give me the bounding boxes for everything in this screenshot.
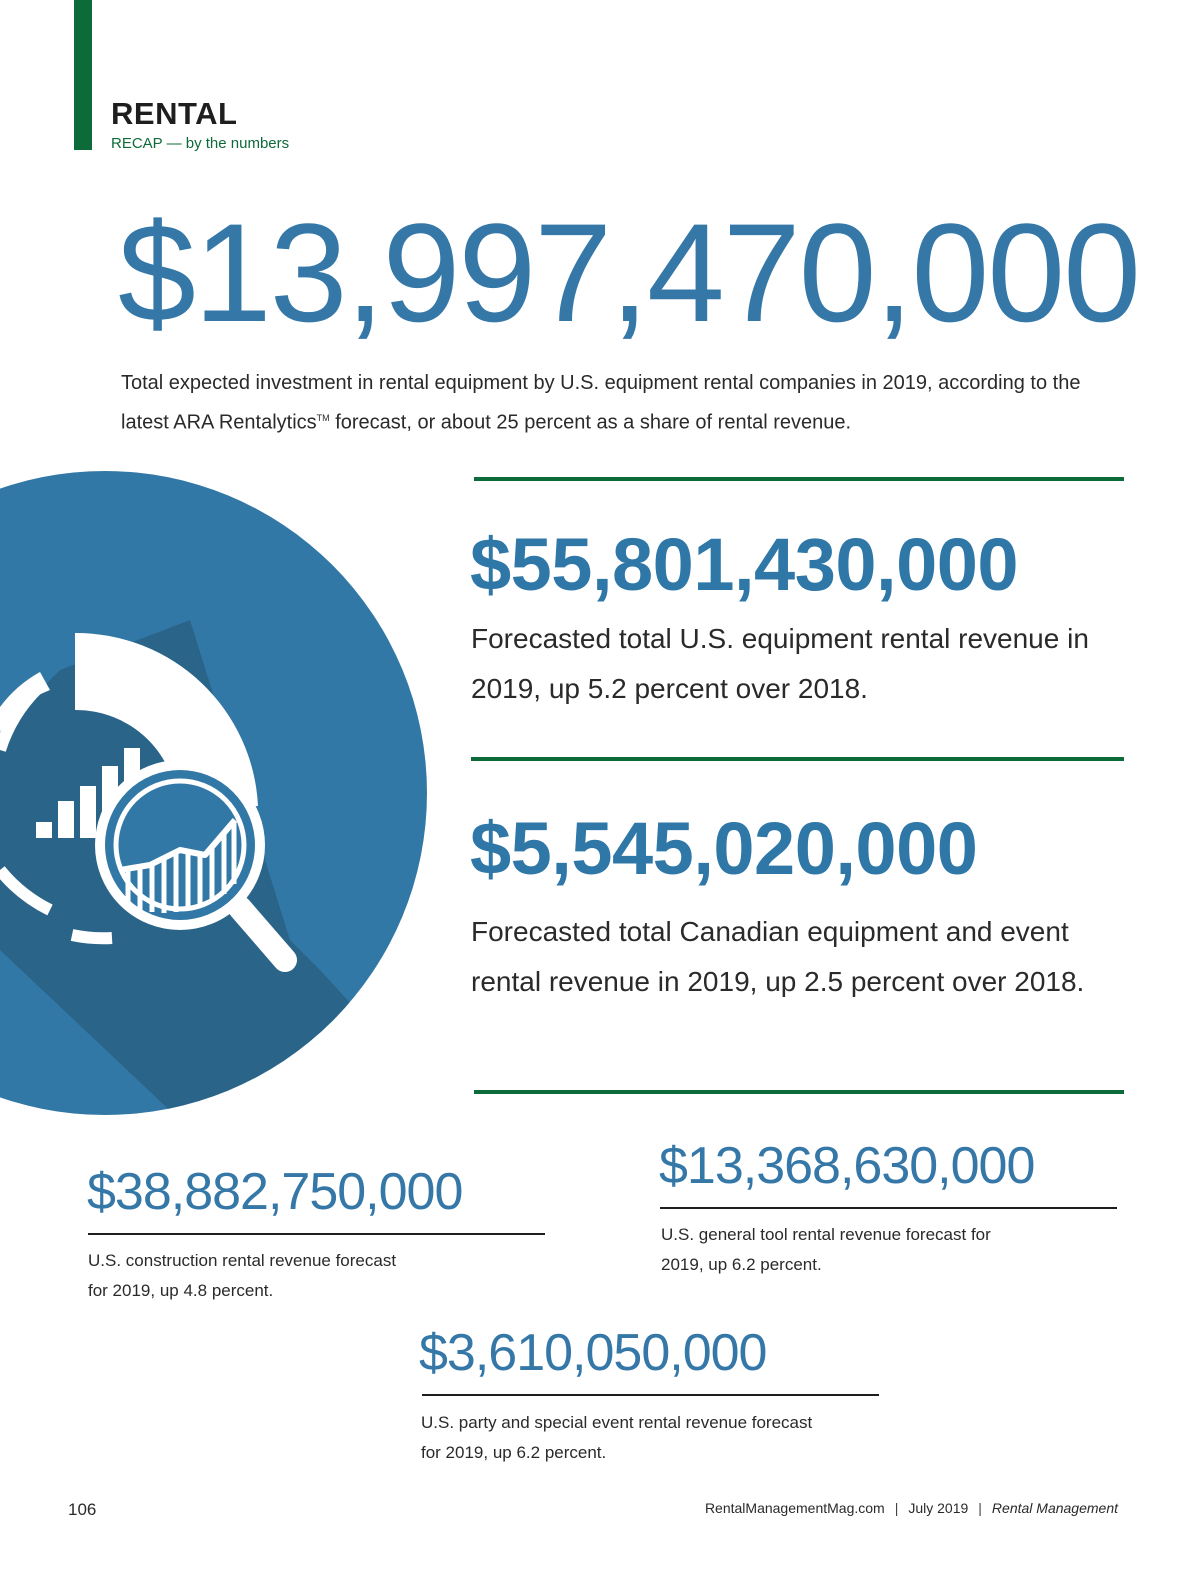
canada-total-revenue-caption: Forecasted total Canadian equipment and event rental revenue in 2019, up 2.5 percent over 2018. bbox=[471, 916, 1085, 997]
footer-separator: | bbox=[978, 1500, 982, 1516]
hero-caption-text-end: forecast, or about 25 percent as a share of rental revenue. bbox=[329, 411, 852, 434]
caption-line: 2019, up 6.2 percent. bbox=[661, 1255, 822, 1274]
construction-revenue-value: $38,882,750,000 bbox=[87, 1163, 463, 1221]
construction-revenue-caption bbox=[88, 1246, 396, 1306]
general-tool-revenue-caption bbox=[661, 1220, 991, 1280]
analytics-magnifier-icon bbox=[0, 470, 430, 1120]
section-title: RENTAL bbox=[111, 96, 238, 131]
divider-rule bbox=[474, 477, 1124, 481]
caption-line: for 2019, up 6.2 percent. bbox=[421, 1443, 607, 1462]
page-footer bbox=[705, 1500, 1118, 1516]
accent-bar bbox=[74, 0, 92, 150]
page-number: 106 bbox=[68, 1500, 97, 1519]
caption-line: for 2019, up 4.8 percent. bbox=[88, 1281, 274, 1300]
hero-caption bbox=[121, 366, 1121, 441]
us-total-revenue-caption: Forecasted total U.S. equipment rental revenue in 2019, up 5.2 percent over 2018. bbox=[471, 623, 1089, 704]
footer-website: RentalManagementMag.com bbox=[704, 1500, 885, 1516]
us-total-revenue-value: $55,801,430,000 bbox=[470, 523, 1019, 606]
party-event-revenue-caption bbox=[421, 1408, 812, 1468]
general-tool-revenue-value: $13,368,630,000 bbox=[659, 1137, 1035, 1195]
footer-separator: | bbox=[894, 1500, 899, 1516]
trademark-symbol: TM bbox=[316, 413, 330, 423]
divider-rule bbox=[471, 757, 1124, 761]
divider-rule bbox=[88, 1233, 545, 1235]
section-subtitle: RECAP — by the numbers bbox=[111, 135, 290, 152]
caption-line: U.S. general tool rental revenue forecast for bbox=[661, 1225, 991, 1244]
divider-rule bbox=[422, 1394, 879, 1396]
caption-line: U.S. construction rental revenue forecast bbox=[88, 1251, 397, 1270]
divider-rule bbox=[474, 1090, 1124, 1094]
hero-number: $13,997,470,000 bbox=[118, 194, 1140, 351]
canada-total-revenue-value: $5,545,020,000 bbox=[470, 807, 978, 890]
footer-issue: July 2019 bbox=[908, 1500, 969, 1516]
hero-caption-text: Total expected investment in rental equipment by U.S. equipment rental companies in 2019, according to the latest ARA Rentalytics bbox=[121, 372, 1081, 434]
caption-line: U.S. party and special event rental revenue forecast bbox=[421, 1413, 813, 1432]
divider-rule bbox=[660, 1207, 1117, 1209]
footer-publication: Rental Management bbox=[991, 1500, 1118, 1516]
party-event-revenue-value: $3,610,050,000 bbox=[419, 1324, 767, 1382]
